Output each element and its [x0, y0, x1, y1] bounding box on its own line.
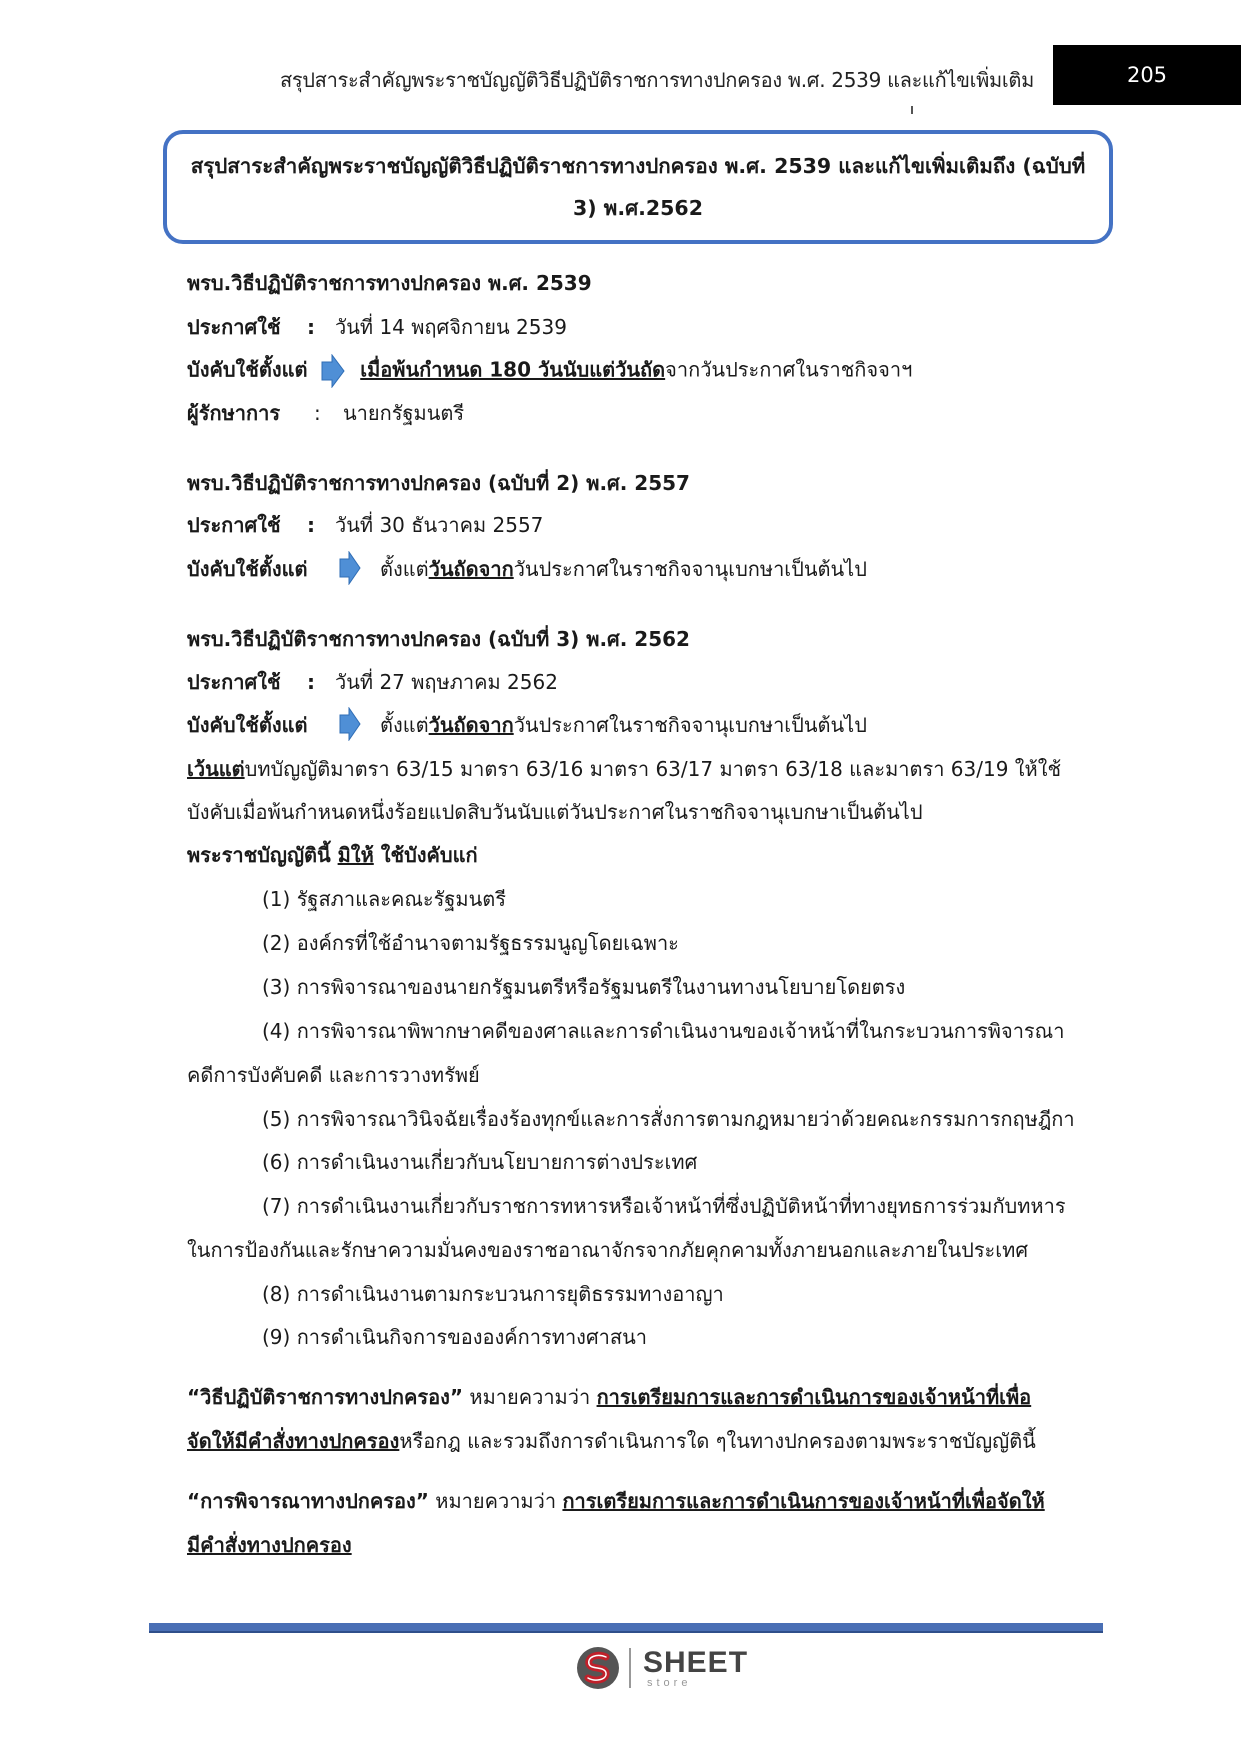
act2-effective-emph: วันถัดจาก	[428, 557, 514, 581]
footer-rule	[149, 1623, 1103, 1633]
act2-announced-value: วันที่ 30 ธันวาคม 2557	[335, 513, 544, 537]
act3-effective-pre: ตั้งแต่	[380, 713, 429, 737]
act3-except-line2: บังคับเมื่อพ้นกำหนดหนึ่งร้อยแปดสิบวันนับแต่วันประกาศในราชกิจจานุเบกษาเป็นต้นไป	[187, 800, 923, 824]
header-tick	[911, 106, 913, 114]
arrow-right-icon	[320, 354, 346, 388]
definition-1-emph1: การเตรียมการและการดำเนินการของเจ้าหน้าที่เพื่อ	[596, 1385, 1032, 1409]
act3-announced-label: ประกาศใช้	[187, 670, 281, 694]
exclusion-item-9: (9) การดำเนินกิจการขององค์การทางศาสนา	[262, 1325, 647, 1349]
act1-effective-rest: จากวันประกาศในราชกิจจาฯ	[665, 357, 913, 382]
definition-2-line1	[187, 1486, 1045, 1516]
exclusion-item-6: (6) การดำเนินงานเกี่ยวกับนโยบายการต่างประเทศ	[262, 1150, 698, 1174]
logo-sub: store	[647, 1676, 692, 1689]
act1-effective-label: บังคับใช้ตั้งแต่	[187, 357, 308, 382]
definition-1-line2	[187, 1426, 1036, 1456]
act2-announced-label: ประกาศใช้	[187, 513, 281, 537]
act3-except-text1: บทบัญญัติมาตรา 63/15 มาตรา 63/16 มาตรา 63/17 มาตรา 63/18 และมาตรา 63/19 ให้ใช้	[244, 757, 1062, 781]
act3-effective-label: บังคับใช้ตั้งแต่	[187, 713, 308, 737]
act2-effective-pre: ตั้งแต่	[380, 557, 429, 581]
definition-2-means: หมายความว่า	[428, 1489, 563, 1513]
exclusion-item-5: (5) การพิจารณาวินิจฉัยเรื่องร้องทุกข์และการสั่งการตามกฎหมายว่าด้วยคณะกรรมการกฤษฎีกา	[262, 1107, 1075, 1131]
arrow-right-icon	[338, 551, 362, 585]
exclusion-item-4: (4) การพิจารณาพิพากษาคดีของศาลและการดำเนินงานของเจ้าหน้าที่ในกระบวนการพิจารณา	[262, 1019, 1065, 1043]
act1-minister-colon: :	[314, 401, 321, 425]
act3-heading: พรบ.วิธีปฏิบัติราชการทางปกครอง (ฉบับที่ 3) พ.ศ. 2562	[187, 627, 690, 651]
act1-minister-label: ผู้รักษาการ	[187, 401, 281, 425]
definition-1-emph2: จัดให้มีคำสั่งทางปกครอง	[187, 1429, 400, 1453]
act3-effective-emph: วันถัดจาก	[428, 713, 514, 737]
exclusion-item-3: (3) การพิจารณาของนายกรัฐมนตรีหรือรัฐมนตรีในงานทางนโยบายโดยตรง	[262, 975, 906, 999]
exclusions-heading-emph: มิให้	[337, 843, 374, 867]
logo-divider	[629, 1648, 631, 1688]
definition-2-line2	[187, 1530, 352, 1560]
exclusion-item-8: (8) การดำเนินงานตามกระบวนการยุติธรรมทางอาญา	[262, 1282, 724, 1306]
exclusion-item-7: (7) การดำเนินงานเกี่ยวกับราชการทหารหรือเจ้าหน้าที่ซึ่งปฏิบัติหน้าที่ทางยุทธการร่วมกับทหาร	[262, 1194, 1066, 1218]
definition-1-means: หมายความว่า	[463, 1385, 597, 1409]
act1-announced-label: ประกาศใช้	[187, 315, 281, 339]
arrow-right-icon	[338, 707, 362, 741]
exclusion-item-1: (1) รัฐสภาและคณะรัฐมนตรี	[262, 887, 507, 911]
exclusion-item-7-cont: ในการป้องกันและรักษาความมั่นคงของราชอาณาจักรจากภัยคุกคามทั้งภายนอกและภายในประเทศ	[187, 1238, 1029, 1262]
page-number: 205	[1053, 45, 1241, 105]
act1-effective-emph: เมื่อพ้นกำหนด 180 วันนับแต่วันถัด	[360, 357, 666, 382]
act2-effective-label: บังคับใช้ตั้งแต่	[187, 557, 308, 581]
act2-effective-text	[380, 554, 867, 584]
logo-text	[643, 1645, 749, 1689]
act3-except-emph: เว้นแต่	[187, 757, 245, 781]
act2-effective-rest: วันประกาศในราชกิจจานุเบกษาเป็นต้นไป	[513, 557, 867, 581]
exclusion-item-2: (2) องค์กรที่ใช้อำนาจตามรัฐธรรมนูญโดยเฉพาะ	[262, 931, 679, 955]
act2-announced-colon: :	[307, 513, 315, 537]
sheet-store-logo	[575, 1645, 748, 1691]
exclusions-heading-post: ใช้บังคับแก่	[373, 843, 478, 867]
definition-2-emph2: มีคำสั่งทางปกครอง	[187, 1533, 352, 1557]
act3-announced-colon: :	[307, 670, 315, 694]
exclusions-heading-pre: พระราชบัญญัตินี้	[187, 843, 338, 867]
logo-word: SHEET	[643, 1645, 749, 1679]
sheet-store-s-icon	[575, 1645, 621, 1691]
act1-announced-value: วันที่ 14 พฤศจิกายน 2539	[335, 315, 567, 339]
act2-heading: พรบ.วิธีปฏิบัติราชการทางปกครอง (ฉบับที่ 2) พ.ศ. 2557	[187, 471, 690, 495]
definition-2-term: “การพิจารณาทางปกครอง”	[187, 1489, 429, 1513]
definition-1-term: “วิธีปฏิบัติราชการทางปกครอง”	[187, 1385, 464, 1409]
act1-heading: พรบ.วิธีปฏิบัติราชการทางปกครอง พ.ศ. 2539	[187, 271, 592, 295]
act3-announced-value: วันที่ 27 พฤษภาคม 2562	[335, 670, 558, 694]
definition-1-line1	[187, 1382, 1031, 1412]
act1-announced-colon: :	[307, 315, 315, 339]
act3-effective-text	[380, 710, 867, 740]
act1-effective-row	[187, 354, 912, 388]
act3-effective-rest: วันประกาศในราชกิจจานุเบกษาเป็นต้นไป	[513, 713, 867, 737]
running-header: สรุปสาระสำคัญพระราชบัญญัติวิธีปฏิบัติราชการทางปกครอง พ.ศ. 2539 และแก้ไขเพิ่มเติม	[279, 68, 1034, 92]
document-title-box	[163, 130, 1113, 244]
definition-2-emph1: การเตรียมการและการดำเนินการของเจ้าหน้าที่เพื่อจัดให้	[562, 1489, 1045, 1513]
act1-minister-value: นายกรัฐมนตรี	[343, 401, 465, 425]
exclusion-item-4-cont: คดีการบังคับคดี และการวางทรัพย์	[187, 1063, 480, 1087]
act3-except-line1	[187, 754, 1061, 784]
definition-1-rest: หรือกฎ และรวมถึงการดำเนินการใด ๆในทางปกครองตามพระราชบัญญัตินี้	[399, 1429, 1036, 1453]
exclusions-heading	[187, 840, 478, 870]
document-title: สรุปสาระสำคัญพระราชบัญญัติวิธีปฏิบัติราชการทางปกครอง พ.ศ. 2539 และแก้ไขเพิ่มเติมถึง (ฉบับที่ 3) พ.ศ.2562	[190, 154, 1086, 220]
